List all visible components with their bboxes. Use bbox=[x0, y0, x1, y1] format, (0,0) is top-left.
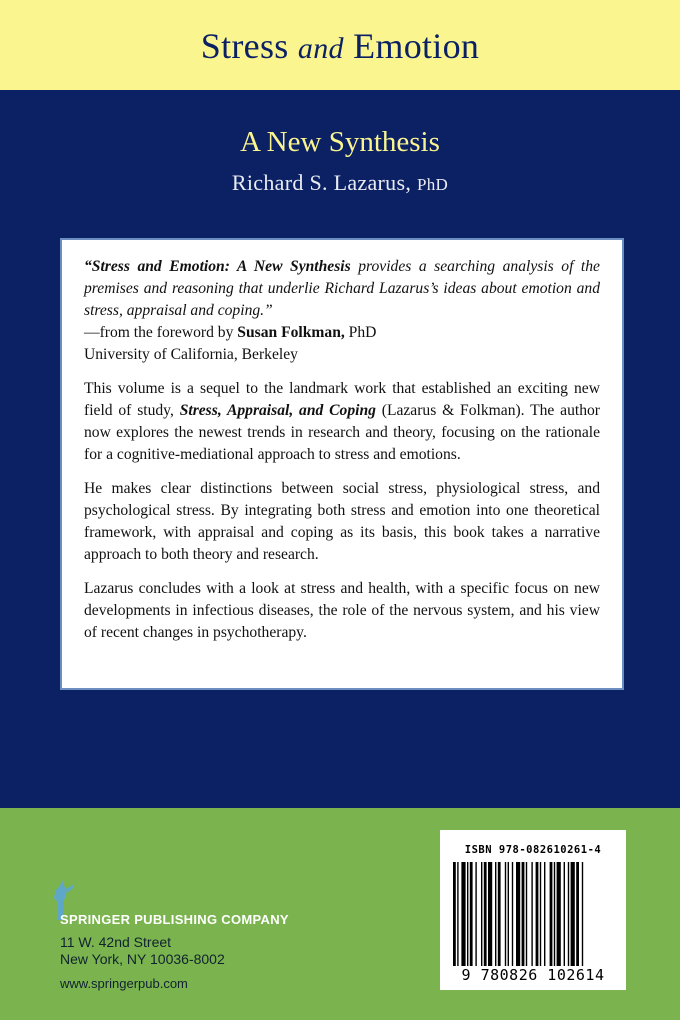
blurb-card bbox=[60, 238, 624, 690]
quote-attribution: —from the foreword by Susan Folkman, PhD bbox=[84, 324, 377, 341]
description-paragraph-2: He makes clear distinctions between social stress, physiological stress, and psychological stress. By integrating both stress and emotion into one theoretical framework, with appraisal and coping as its basis, this book takes a narrative approach to both theory and research. bbox=[84, 480, 600, 563]
publisher-name: SPRINGER PUBLISHING COMPANY bbox=[60, 912, 289, 927]
description-paragraph-3: Lazarus concludes with a look at stress and health, with a specific focus on new developments in infectious diseases, the role of the nervous system, and his view of recent changes in psychotherapy. bbox=[84, 580, 600, 641]
barcode-bars bbox=[453, 862, 615, 966]
author-line bbox=[0, 172, 680, 194]
author-name: Richard S. Lazarus, bbox=[231, 170, 412, 195]
book-title: Stress and Emotion bbox=[200, 26, 480, 66]
book-subtitle: A New Synthesis bbox=[240, 126, 440, 158]
description-paragraph-1: This volume is a sequel to the landmark work that established an exciting new field of study, Stress, Appraisal, and Coping (Lazarus & Folkman). The author now explores the newest trends in research and theory, focusing on the rationale for a cognitive-mediational approach to stress and emotions. bbox=[84, 380, 601, 463]
isbn-label: ISBN 978-082610261-4 bbox=[464, 844, 602, 856]
barcode bbox=[440, 830, 626, 990]
barcode-number: 9 780826 102614 bbox=[461, 966, 605, 984]
publisher-address: 11 W. 42nd Street New York, NY 10036-8002 bbox=[60, 934, 225, 967]
author-degree: PhD bbox=[416, 175, 449, 194]
publisher-website: www.springerpub.com bbox=[60, 976, 188, 991]
foreword-quote: “Stress and Emotion: A New Synthesis provides a searching analysis of the premises and reasoning that underlie Richard Lazarus’s ideas about emotion and stress, appraisal and coping.” bbox=[84, 258, 600, 319]
title-band bbox=[0, 0, 680, 90]
attribution-affiliation: University of California, Berkeley bbox=[84, 346, 298, 363]
